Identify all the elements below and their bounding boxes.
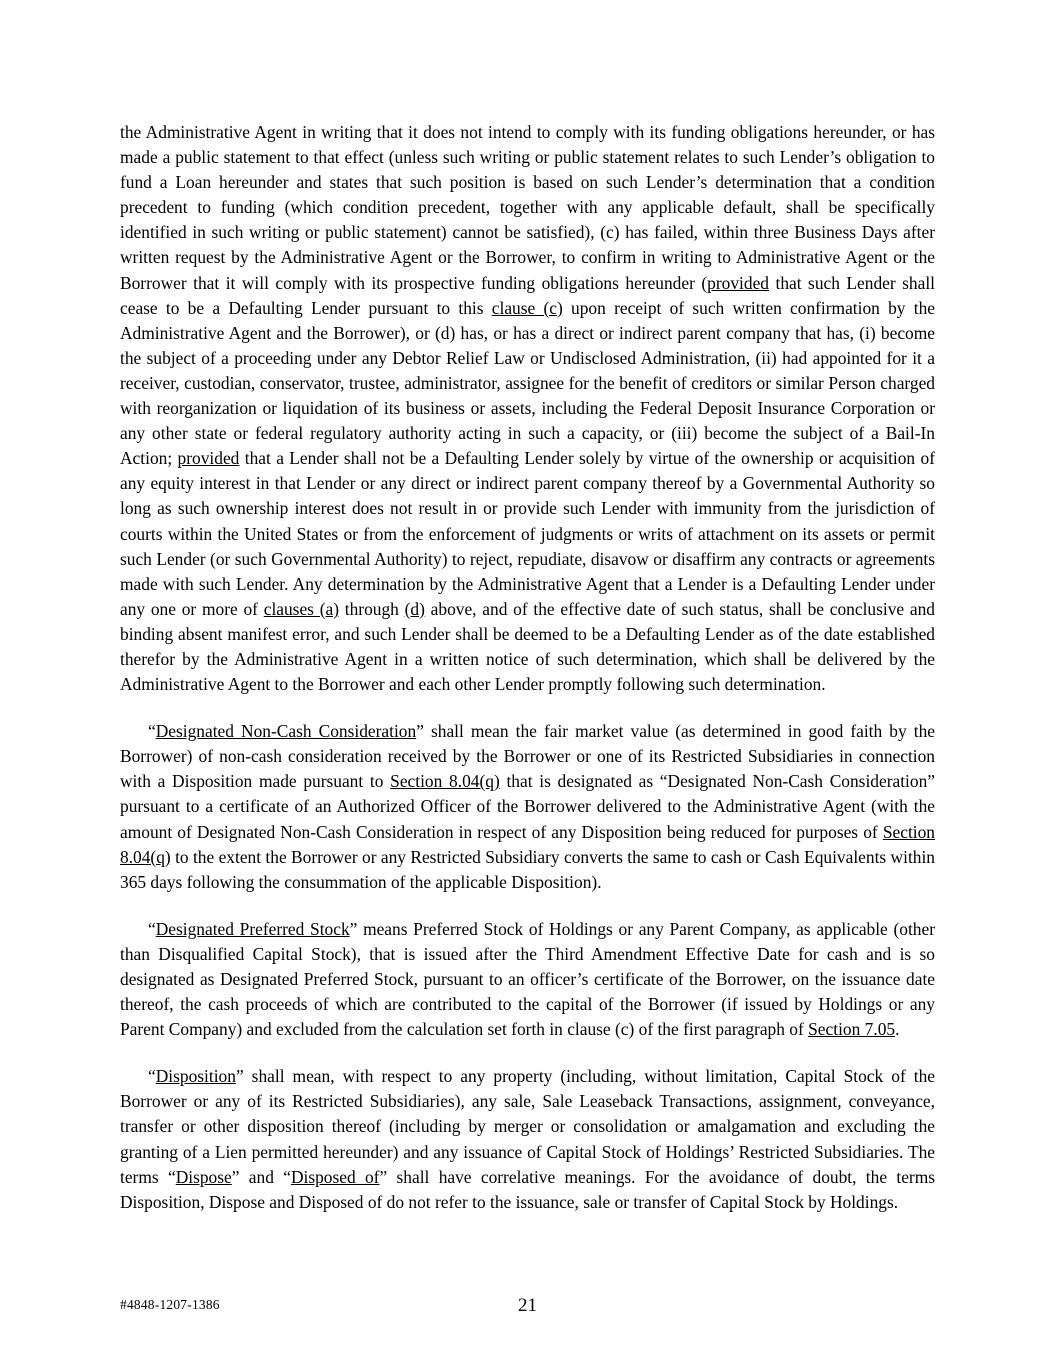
paragraph-designated-non-cash-consideration (120, 719, 935, 895)
defined-term: provided (177, 448, 240, 469)
defined-term: Designated Non-Cash Consideration (155, 721, 417, 742)
text-run: that such Lender shall cease to be a Defaulting Lender pursuant to this (120, 272, 935, 318)
defined-term: Section 8.04(q) (120, 821, 935, 867)
defined-term: Designated Preferred Stock (155, 918, 350, 939)
page-number: 21 (518, 1295, 537, 1316)
defined-term: Dispose (175, 1166, 232, 1187)
text-run: upon receipt of such written confirmation by the Administrative Agent and the Borrower), or (d) has, or has a direct or indirect parent company that has, (i) become the subject of a proceeding under any Debtor Relief Law or Undisclosed Administration, (ii) had appointed for it a receiver, custodian, conservator, trustee, administrator, assignee for the benefit of creditors or similar Person charged with reorganization or liquidation of its business or assets, including the Federal Deposit Insurance Corporation or any other state or federal regulatory authority acting in such a capacity, or (iii) become the subject of a Bail-In Action; (120, 297, 935, 469)
text-run: “ (148, 918, 156, 939)
paragraph-designated-preferred-stock (120, 917, 935, 1042)
text-run: the Administrative Agent in writing that it does not intend to comply with its funding obligations hereunder, or has made a public statement to that effect (unless such writing or public statement relates to such Lender’s obligation to fund a Loan hereunder and states that such position is based on such Lender’s determination that a condition precedent to funding (which condition precedent, together with any applicable default, shall be specifically identified in such writing or public statement) cannot be satisfied), (c) has failed, within three Business Days after written request by the Administrative Agent or the Borrower, to confirm in writing to Administrative Agent or the Borrower that it will comply with its prospective funding obligations hereunder ( (120, 122, 935, 293)
document-body (120, 120, 935, 1215)
defined-term: provided (707, 272, 769, 293)
footer-document-reference: #4848-1207-1386 (120, 1297, 220, 1312)
text-run: to the extent the Borrower or any Restricted Subsidiary converts the same to cash or Cash Equivalents within 365 days following the consummation of the applicable Disposition). (120, 846, 935, 892)
defined-term: Disposition (155, 1066, 236, 1087)
text-run: “ (148, 721, 156, 742)
defined-term: (d) (404, 598, 425, 619)
page-footer (120, 1285, 935, 1316)
text-run: that a Lender shall not be a Defaulting Lender solely by virtue of the ownership or acquisition of any equity interest in that Lender or any direct or indirect parent company thereof by a Governmental Authority so long as such ownership interest does not result in or provide such Lender with immunity from the jurisdiction of courts within the United States or from the enforcement of judgments or writs of attachment on its assets or permit such Lender (or such Governmental Authority) to reject, repudiate, disavow or disaffirm any contracts or agreements made with such Lender. Any determination by the Administrative Agent that a Lender is a Defaulting Lender under any one or more of (120, 448, 935, 619)
text-run: ” and “ (231, 1166, 291, 1187)
text-run: through (339, 598, 405, 619)
text-run: ” shall mean the fair market value (as determined in good faith by the Borrower) of non-cash consideration received by the Borrower or one of its Restricted Subsidiaries in connection with a Disposition made pursuant to (120, 721, 935, 792)
text-run: ” shall have correlative meanings. For the avoidance of doubt, the terms Disposition, Dispose and Disposed of do not refer to the issuance, sale or transfer of Capital Stock by Holdings. (120, 1166, 935, 1212)
paragraph-disposition (120, 1064, 935, 1215)
defined-term: Section 8.04(q) (390, 771, 500, 792)
text-run: ” means Preferred Stock of Holdings or any Parent Company, as applicable (other than Disqualified Capital Stock), that is issued after the Third Amendment Effective Date for cash and is so designated as Designated Preferred Stock, pursuant to an officer’s certificate of the Borrower, on the issuance date thereof, the cash proceeds of which are contributed to the capital of the Borrower (if issued by Holdings or any Parent Company) and excluded from the calculation set forth in clause (c) of the first paragraph of (120, 918, 935, 1040)
defined-term: Disposed of (290, 1166, 380, 1187)
defined-term: clauses (a) (263, 598, 339, 619)
paragraph-defaulting-lender-continued (120, 120, 935, 697)
text-run: ” shall mean, with respect to any property (including, without limitation, Capital Stock of the Borrower or any of its Restricted Subsidiaries), any sale, Sale Leaseback Transactions, assignment, conveyance, transfer or other disposition thereof (including by merger or consolidation or amalgamation and excluding the granting of a Lien permitted hereunder) and any issuance of Capital Stock of Holdings’ Restricted Subsidiaries. The terms “ (120, 1066, 935, 1187)
text-run: . (895, 1019, 900, 1040)
text-run: above, and of the effective date of such status, shall be conclusive and binding absent manifest error, and such Lender shall be deemed to be a Defaulting Lender as of the date established therefor by the Administrative Agent in a written notice of such determination, which shall be delivered by the Administrative Agent to the Borrower and each other Lender promptly following such determination. (120, 598, 935, 695)
defined-term: clause (c) (491, 297, 563, 318)
text-run: that is designated as “Designated Non-Cash Consideration” pursuant to a certificate of an Authorized Officer of the Borrower delivered to the Administrative Agent (with the amount of Designated Non-Cash Consideration in respect of any Disposition being reduced for purposes of (120, 771, 935, 842)
text-run: “ (148, 1066, 156, 1087)
defined-term: Section 7.05 (808, 1019, 896, 1040)
